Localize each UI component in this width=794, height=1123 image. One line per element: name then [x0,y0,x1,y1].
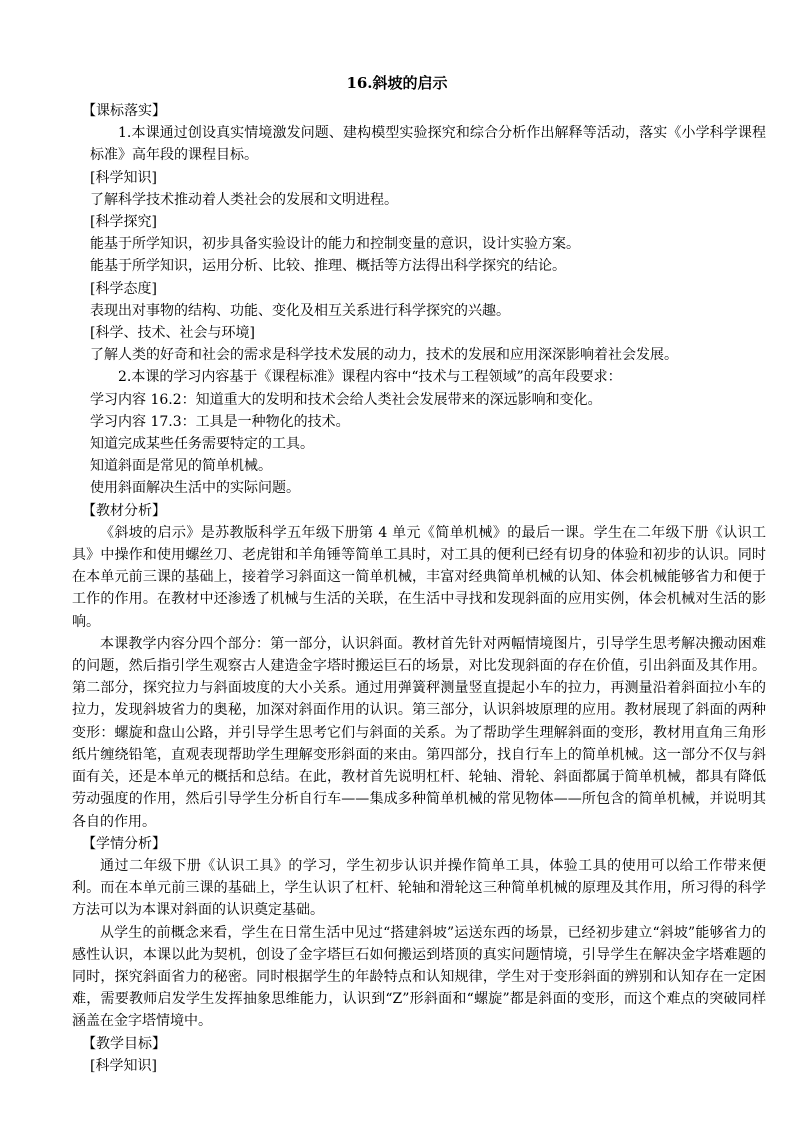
paragraph: 从学生的前概念来看，学生在日常生活中见过“搭建斜坡”运送东西的场景，已经初步建立“斜坡”能够省力的感性认识，本课以此为契机，创设了金字塔巨石如何搬运到塔顶的真实问题情境，引导学生在解决金字塔难题的同时，探究斜面省力的秘密。同时根据学生的年龄特点和认知规律，学生对于变形斜面的辨别和认知存在一定困难，需要教师启发学生发挥抽象思维能力，认识到“Z”形斜面和“螺旋”都是斜面的变形，而这个难点的突破同样涵盖在金字塔情境中。 [72,924,766,1030]
page-title: 16.斜坡的启示 [346,74,448,92]
subheading: [科学知识] [90,169,157,186]
document-body [72,100,766,1077]
subheading: [科学态度] [90,280,157,297]
paragraph: 1.本课通过创设真实情境激发问题、建构模型实验探究和综合分析作出解释等活动，落实《小学科学课程标准》高年段的课程目标。 [90,125,766,164]
section-heading-students: 【学情分析】 [82,835,166,852]
subheading: [科学、技术、社会与环境] [90,325,255,342]
subheading: [科学知识] [90,1057,157,1074]
paragraph: 了解人类的好奇和社会的需求是科学技术发展的动力，技术的发展和应用深深影响着社会发展。 [90,347,678,364]
section-heading-textbook: 【教材分析】 [82,502,166,519]
list-item: 使用斜面解决生活中的实际问题。 [90,480,300,497]
paragraph: 能基于所学知识，初步具备实验设计的能力和控制变量的意识，设计实验方案。 [90,236,580,253]
list-item: 知道完成某些任务需要特定的工具。 [90,436,314,453]
paragraph: 2.本课的学习内容基于《课程标准》课程内容中“技术与工程领域”的高年段要求： [118,369,622,386]
paragraph: 表现出对事物的结构、功能、变化及相互关系进行科学探究的兴趣。 [90,302,510,319]
paragraph: 通过二年级下册《认识工具》的学习，学生初步认识并操作简单工具，体验工具的使用可以给工作带来便利。而在本单元前三课的基础上，学生认识了杠杆、轮轴和滑轮这三种简单机械的原理及其作用，所习得的科学方法可以为本课对斜面的认识奠定基础。 [72,857,766,919]
paragraph: 了解科学技术推动着人类社会的发展和文明进程。 [90,191,398,208]
list-item: 学习内容 17.3：工具是一种物化的技术。 [90,413,350,430]
paragraph: 本课教学内容分四个部分：第一部分，认识斜面。教材首先针对两幅情境图片，引导学生思考解决搬动困难的问题，然后指引学生观察古人建造金字塔时搬运巨石的场景，对比发现斜面的存在价值，引出斜面及其作用。第二部分，探究拉力与斜面坡度的大小关系。通过用弹簧秤测量竖直提起小车的拉力，再测量沿着斜面拉小车的拉力，发现斜坡省力的奥秘，加深对斜面作用的认识。第三部分，认识斜坡原理的应用。教材展现了斜面的两种变形：螺旋和盘山公路，并引导学生思考它们与斜面的关系。为了帮助学生理解斜面的变形，教材用直角三角形纸片缠绕铅笔，直观表现帮助学生理解变形斜面的来由。第四部分，找自行车上的简单机械。这一部分不仅与斜面有关，还是本单元的概括和总结。在此，教材首先说明杠杆、轮轴、滑轮、斜面都属于简单机械，都具有降低劳动强度的作用，然后引导学生分析自行车——集成多种简单机械的常见物体——所包含的简单机械，并说明其各自的作用。 [72,635,766,830]
subheading: [科学探究] [90,214,157,231]
paragraph: 能基于所学知识，运用分析、比较、推理、概括等方法得出科学探究的结论。 [90,258,566,275]
paragraph: 《斜坡的启示》是苏教版科学五年级下册第 4 单元《简单机械》的最后一课。学生在二年级下册《认识工具》中操作和使用螺丝刀、老虎钳和羊角锤等简单工具时，对工具的便利已经有切身的体验和初步的认识。同时在本单元前三课的基础上，接着学习斜面这一简单机械，丰富对经典简单机械的认知、体会机械能够省力和便于工作的作用。在教材中还渗透了机械与生活的关联，在生活中寻找和发现斜面的应用实例，体会机械对生活的影响。 [72,524,766,630]
list-item: 知道斜面是常见的简单机械。 [90,458,272,475]
section-heading-objectives: 【教学目标】 [82,1035,166,1052]
section-heading-curriculum: 【课标落实】 [82,103,166,119]
list-item: 学习内容 16.2：知道重大的发明和技术会给人类社会发展带来的深远影响和变化。 [90,391,602,408]
